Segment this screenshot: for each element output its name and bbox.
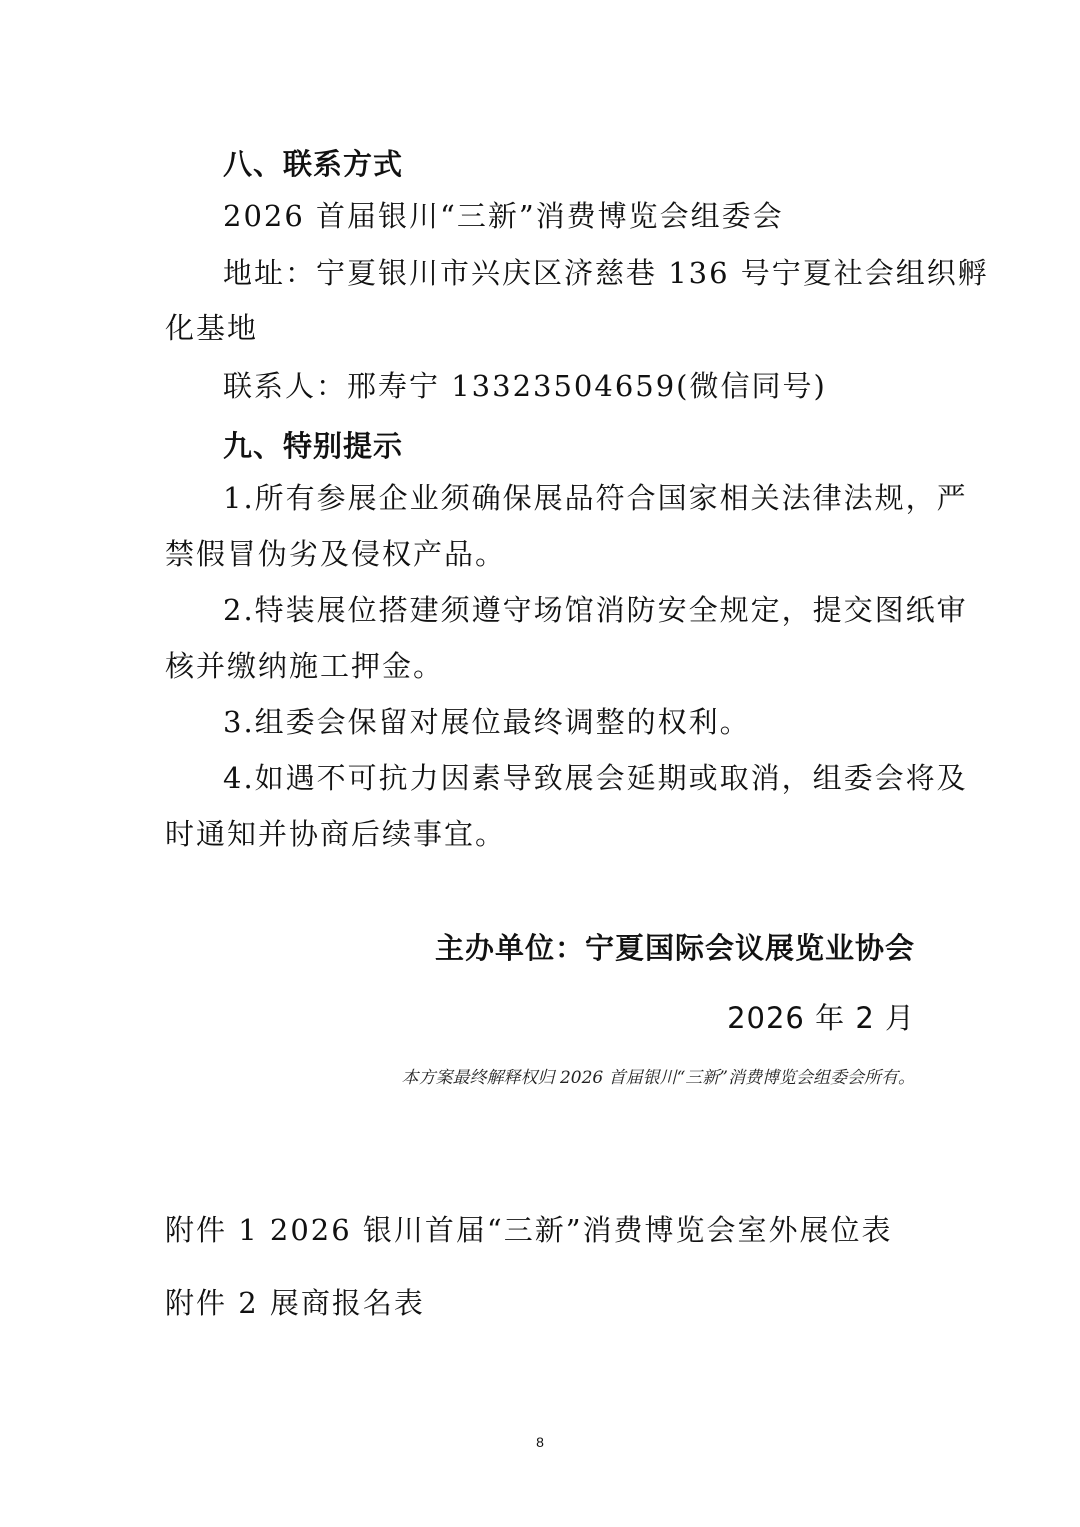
interpretation-note: 本方案最终解释权归 2026 首届银川“三新”消费博览会组委会所有。 bbox=[401, 1068, 915, 1088]
notice-item-1-line-1: 1.所有参展企业须确保展品符合国家相关法律法规，严 bbox=[223, 481, 968, 515]
section-8-heading: 八、联系方式 bbox=[223, 147, 404, 181]
notice-item-4-line-2: 时通知并协商后续事宜。 bbox=[165, 817, 507, 851]
notice-item-4-line-1: 4.如遇不可抗力因素导致展会延期或取消，组委会将及 bbox=[223, 761, 968, 795]
section-9-heading: 九、特别提示 bbox=[223, 429, 404, 463]
sponsor-line: 主办单位：宁夏国际会议展览业协会 bbox=[434, 931, 915, 965]
notice-item-1-line-2: 禁假冒伪劣及侵权产品。 bbox=[165, 537, 507, 571]
page-number: 8 bbox=[536, 1434, 544, 1450]
organizer-name: 2026 首届银川“三新”消费博览会组委会 bbox=[223, 199, 784, 233]
notice-item-3: 3.组委会保留对展位最终调整的权利。 bbox=[223, 705, 751, 739]
document-date: 2026 年 2 月 bbox=[727, 1001, 915, 1035]
contact-person: 联系人：邢寿宁 13323504659(微信同号) bbox=[223, 369, 827, 403]
attachment-2: 附件 2 展商报名表 bbox=[165, 1286, 425, 1320]
notice-item-2-line-2: 核并缴纳施工押金。 bbox=[165, 649, 445, 683]
address-line-2: 化基地 bbox=[165, 311, 259, 345]
notice-item-2-line-1: 2.特装展位搭建须遵守场馆消防安全规定，提交图纸审 bbox=[223, 593, 968, 627]
attachment-1: 附件 1 2026 银川首届“三新”消费博览会室外展位表 bbox=[165, 1213, 893, 1247]
address-line-1: 地址：宁夏银川市兴庆区济慈巷 136 号宁夏社会组织孵 bbox=[223, 256, 989, 290]
